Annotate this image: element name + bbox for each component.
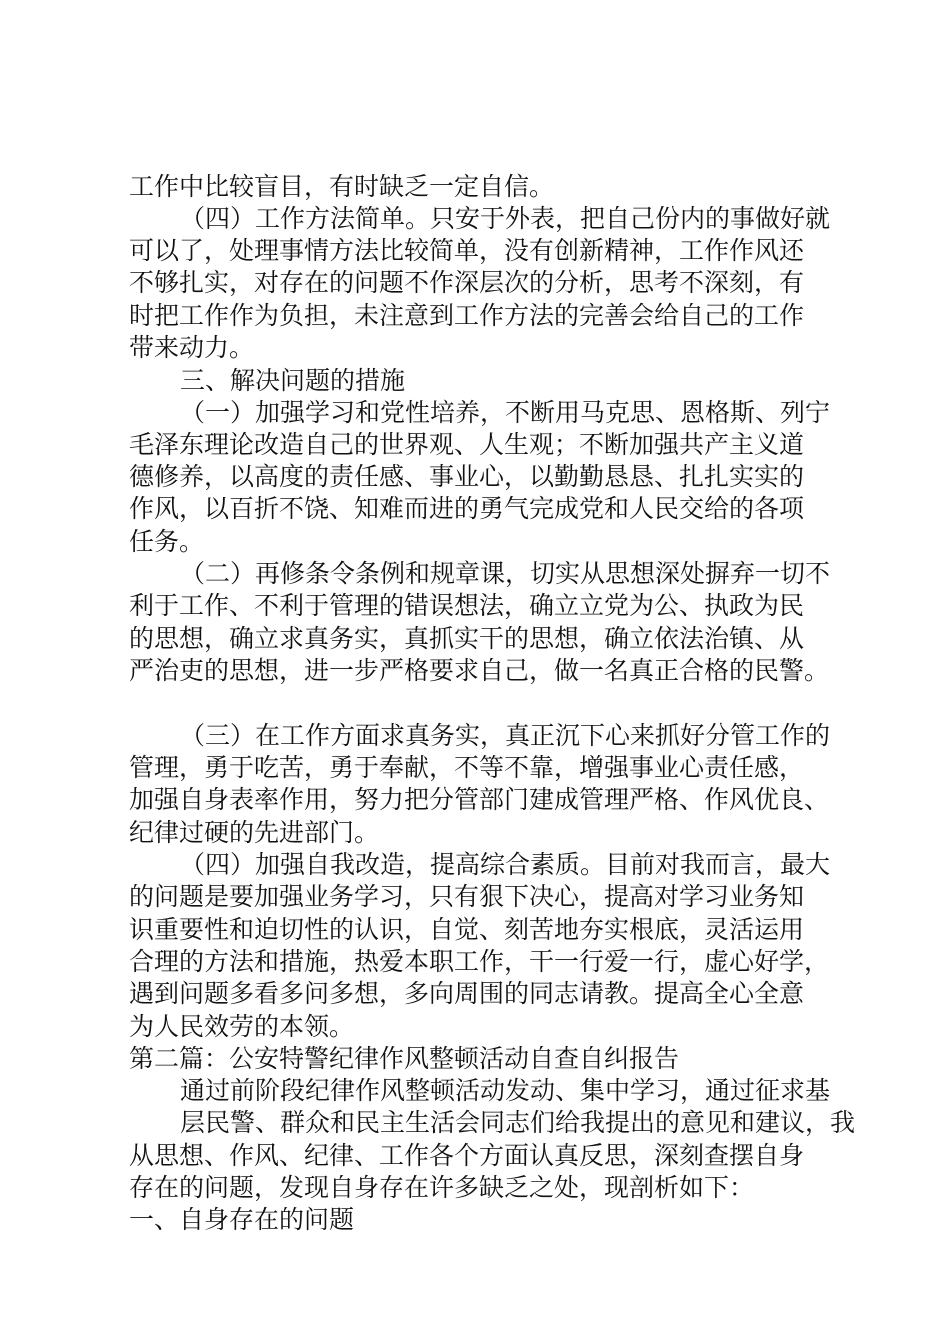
text-line: 从思想、作风、纪律、工作各个方面认真反思，深刻查摆自身	[129, 1141, 805, 1170]
text-line: 可以了，处理事情方法比较简单，没有创新精神，工作作风还	[129, 236, 805, 265]
text-line: 的问题是要加强业务学习，只有狠下决心，提高对学习业务知	[129, 882, 805, 911]
text-line: （一）加强学习和党性培养，不断用马克思、恩格斯、列宁	[180, 398, 831, 427]
text-line: 遇到问题多看多问多想，多向周围的同志请教。提高全心全意	[129, 979, 805, 1008]
text-line: 通过前阶段纪律作风整顿活动发动、集中学习，通过征求基	[180, 1076, 831, 1105]
text-line: 毛泽东理论改造自己的世界观、人生观；不断加强共产主义道	[129, 430, 805, 459]
text-line: 任务。	[129, 527, 205, 556]
section-heading: 一、自身存在的问题	[129, 1205, 355, 1234]
text-line: 德修养，以高度的责任感、事业心，以勤勤恳恳、扎扎实实的	[129, 462, 805, 491]
text-line: （二）再修条令条例和规章课，切实从思想深处摒弃一切不	[180, 559, 831, 588]
text-line: （三）在工作方面求真务实，真正沉下心来抓好分管工作的	[180, 721, 831, 750]
text-line: 时把工作作为负担，未注意到工作方法的完善会给自己的工作	[129, 301, 805, 330]
text-line: 带来动力。	[129, 333, 255, 362]
text-line: 的思想，确立求真务实，真抓实干的思想，确立依法治镇、从	[129, 624, 805, 653]
text-line: 加强自身表率作用，努力把分管部门建成管理严格、作风优良、	[129, 785, 830, 814]
text-line: 不够扎实，对存在的问题不作深层次的分析，思考不深刻，有	[129, 268, 805, 297]
text-line: 严治吏的思想，进一步严格要求自己，做一名真正合格的民警。	[129, 656, 830, 685]
chapter-title: 第二篇：公安特警纪律作风整顿活动自查自纠报告	[129, 1044, 680, 1073]
text-line: 纪律过硬的先进部门。	[129, 818, 380, 847]
text-line: 识重要性和迫切性的认识，自觉、刻苦地夯实根底，灵活运用	[129, 915, 805, 944]
text-line: （四）工作方法简单。只安于外表，把自己份内的事做好就	[180, 204, 831, 233]
text-line: 管理，勇于吃苦，勇于奉献，不等不靠，增强事业心责任感，	[129, 753, 805, 782]
section-heading: 三、解决问题的措施	[180, 366, 406, 395]
text-line: 为人民效劳的本领。	[129, 1012, 355, 1041]
text-line: 利于工作、不利于管理的错误想法，确立立党为公、执政为民	[129, 591, 805, 620]
text-line: 作风，以百折不饶、知难而进的勇气完成党和人民交给的各项	[129, 494, 805, 523]
text-line: 存在的问题，发现自身存在许多缺乏之处，现剖析如下：	[129, 1173, 755, 1202]
text-line: 工作中比较盲目，有时缺乏一定自信。	[129, 172, 555, 201]
text-line: （四）加强自我改造，提高综合素质。目前对我而言，最大	[180, 850, 831, 879]
text-line: 合理的方法和措施，热爱本职工作，干一行爱一行，虚心好学，	[129, 947, 830, 976]
text-line: 层民警、群众和民主生活会同志们给我提出的意见和建议，我	[180, 1108, 856, 1137]
